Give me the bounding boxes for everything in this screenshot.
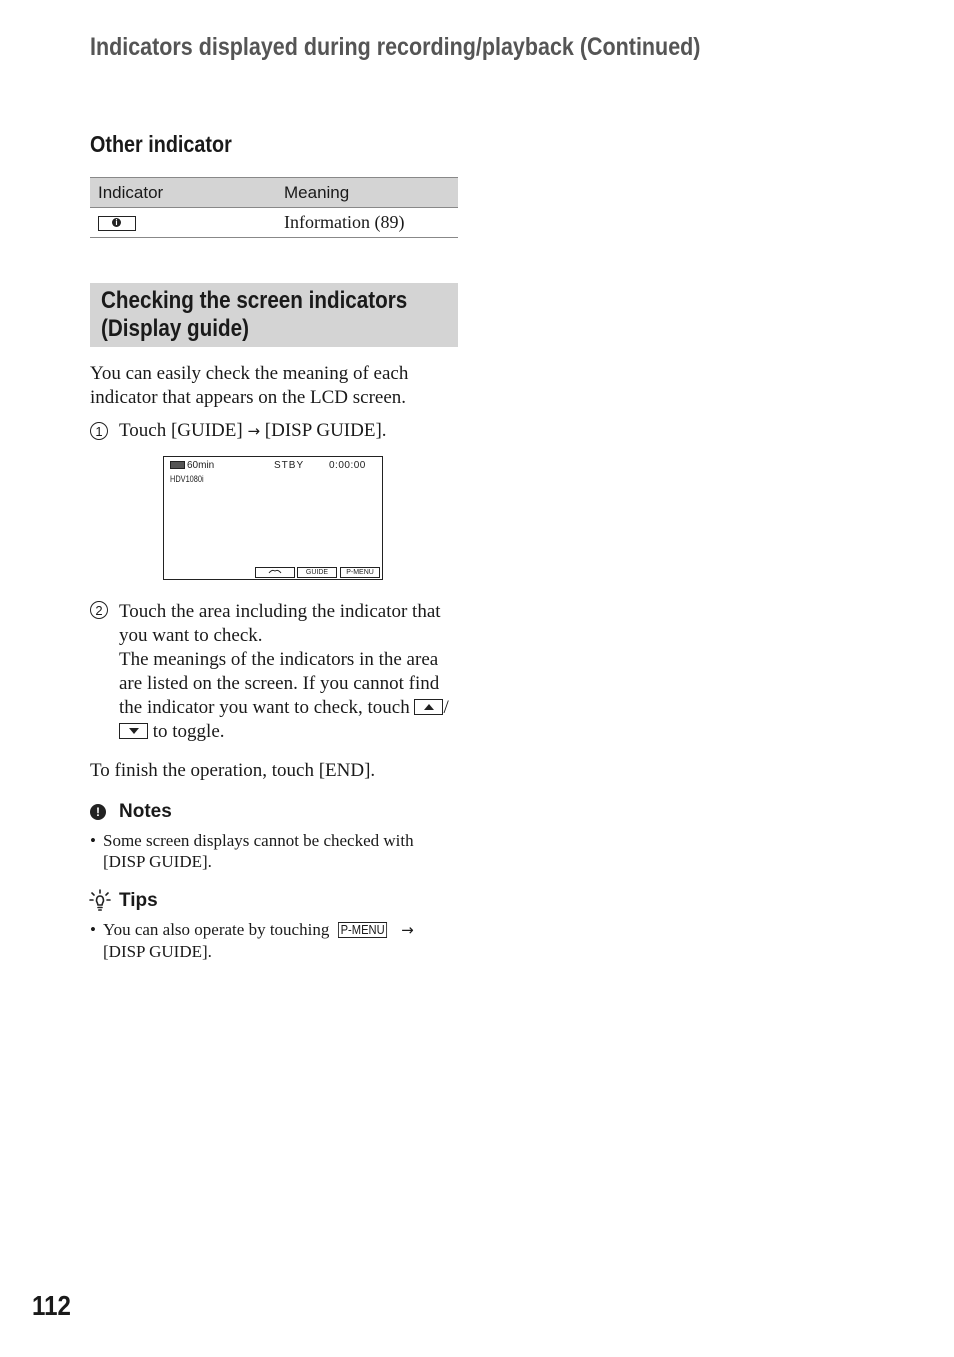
arrow-icon: → bbox=[247, 422, 261, 440]
lcd-pmenu-button: P-MENU bbox=[340, 567, 380, 578]
up-arrow-icon bbox=[414, 699, 443, 715]
indicator-table bbox=[90, 177, 458, 238]
intro-paragraph: You can easily check the meaning of each indicator that appears on the LCD screen. bbox=[90, 363, 409, 408]
column-header-meaning: Meaning bbox=[276, 178, 458, 208]
table-header-row bbox=[90, 178, 458, 208]
step-2-text bbox=[119, 600, 464, 744]
tips-title: Tips bbox=[119, 890, 158, 911]
step-2-body: The meanings of the indicators in the area are listed on the screen. If you cannot find the indicator you want to check, touch bbox=[119, 649, 440, 718]
step-2-end: to toggle. bbox=[148, 721, 225, 742]
arrow-icon: → bbox=[401, 921, 414, 939]
indicator-cell bbox=[90, 208, 276, 238]
note-text: Some screen displays cannot be checked with [DISP GUIDE]. bbox=[103, 831, 414, 871]
lcd-battery-text: 60min bbox=[187, 460, 215, 471]
slash: / bbox=[443, 697, 449, 718]
lcd-touch-button bbox=[255, 567, 295, 578]
step-2-line-2 bbox=[119, 648, 464, 744]
section-title-line-2: (Display guide) bbox=[101, 315, 249, 342]
note-item bbox=[90, 830, 450, 872]
notes-icon: ! bbox=[90, 804, 106, 820]
battery-icon bbox=[170, 461, 185, 469]
lcd-battery-indicator bbox=[170, 460, 214, 471]
step-1-pre: Touch [GUIDE] bbox=[119, 420, 248, 441]
lcd-time: 0:00:00 bbox=[329, 460, 366, 471]
section-heading-other-indicator: Other indicator bbox=[90, 131, 232, 157]
finish-text: To finish the operation, touch [END]. bbox=[90, 760, 376, 781]
column-header-indicator: Indicator bbox=[90, 178, 276, 208]
meaning-cell: Information (89) bbox=[276, 208, 458, 238]
lcd-format: HDV1080i bbox=[170, 474, 204, 484]
lcd-guide-button: GUIDE bbox=[297, 567, 337, 578]
info-icon: i bbox=[98, 216, 136, 231]
section-title-line-1: Checking the screen indicators bbox=[101, 287, 408, 314]
step-1-post: [DISP GUIDE]. bbox=[260, 420, 387, 441]
tip-pre: You can also operate by touching bbox=[103, 920, 334, 939]
section-title bbox=[101, 287, 407, 343]
tip-text bbox=[103, 919, 450, 962]
table-row bbox=[90, 208, 458, 238]
step-1-number: 1 bbox=[90, 422, 108, 440]
notes-title: Notes bbox=[119, 801, 172, 822]
lightbulb-icon bbox=[89, 889, 111, 916]
tip-post: [DISP GUIDE]. bbox=[103, 942, 212, 961]
page-header: Indicators displayed during recording/playback (Continued) bbox=[90, 33, 701, 61]
lcd-screen-illustration bbox=[163, 456, 383, 580]
bullet: • bbox=[90, 831, 96, 850]
step-2-number: 2 bbox=[90, 601, 108, 619]
down-arrow-icon bbox=[119, 723, 148, 739]
page-number: 112 bbox=[32, 1290, 71, 1321]
step-1-text bbox=[119, 419, 387, 443]
step-2-line-1: Touch the area including the indicator that you want to check. bbox=[119, 601, 441, 646]
lcd-status: STBY bbox=[274, 460, 305, 471]
pmenu-button-icon: P-MENU bbox=[338, 922, 387, 938]
bullet: • bbox=[90, 920, 96, 939]
tip-item bbox=[90, 919, 450, 962]
hand-icon bbox=[268, 568, 282, 575]
